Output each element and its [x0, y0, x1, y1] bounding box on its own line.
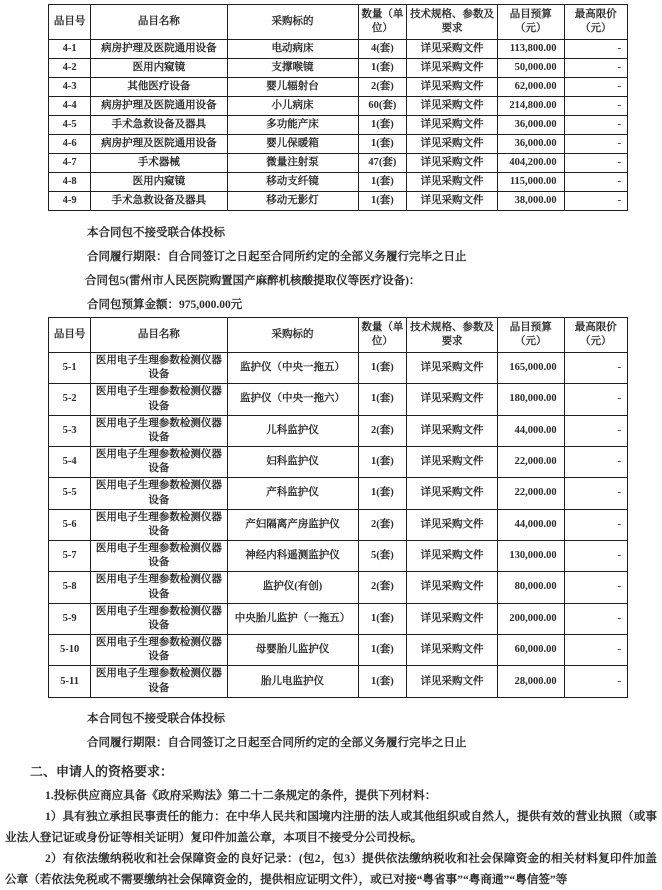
procurement-document-page — [0, 4, 662, 886]
table-cell: 5-11 — [49, 666, 91, 697]
table-cell: 36,000.00 — [498, 116, 565, 135]
table-row — [49, 603, 628, 634]
table-cell: 1(套) — [358, 192, 407, 211]
table-cell: - — [564, 541, 627, 572]
column-header: 最高限价（元） — [564, 318, 627, 353]
column-header: 品目预算（元） — [498, 318, 565, 353]
table-cell: 5(套) — [358, 541, 407, 572]
table-row — [49, 541, 628, 572]
column-header: 采购标的 — [227, 5, 358, 40]
table-cell: - — [564, 135, 627, 154]
table-cell: - — [564, 59, 627, 78]
table-cell: 113,800.00 — [498, 40, 565, 59]
table-cell: 移动支纤镜 — [227, 173, 358, 192]
table-cell: 详见采购文件 — [407, 666, 498, 697]
column-header: 技术规格、参数及要求 — [407, 5, 498, 40]
package5-title: 合同包5(雷州市人民医院购置国产麻醉机核酸提取仪等医疗设备)： — [85, 275, 421, 287]
table-cell: 医用电子生理参数检测仪器设备 — [91, 603, 227, 634]
table-cell: - — [564, 415, 627, 446]
table-cell: 5-4 — [49, 447, 91, 478]
table-row — [49, 154, 628, 173]
table-cell: 医用电子生理参数检测仪器设备 — [91, 478, 227, 509]
table-cell: 小儿病床 — [227, 97, 358, 116]
table-cell: 4-6 — [49, 135, 91, 154]
table-cell: 4-7 — [49, 154, 91, 173]
table-cell: - — [564, 192, 627, 211]
column-header: 品目预算（元） — [498, 5, 565, 40]
table-cell: 62,000.00 — [498, 78, 565, 97]
table-cell: 详见采购文件 — [407, 478, 498, 509]
table-cell: 38,000.00 — [498, 192, 565, 211]
table-cell: 1(套) — [358, 59, 407, 78]
table-cell: 医用电子生理参数检测仪器设备 — [91, 509, 227, 540]
table-cell: 2(套) — [358, 509, 407, 540]
table-cell: 1(套) — [358, 666, 407, 697]
table-cell: 4-8 — [49, 173, 91, 192]
table-cell: 214,800.00 — [498, 97, 565, 116]
table-cell: 115,000.00 — [498, 173, 565, 192]
table-cell: 2(套) — [358, 415, 407, 446]
table-row — [49, 415, 628, 446]
table-row — [49, 59, 628, 78]
table-cell: 手术器械 — [91, 154, 227, 173]
table-cell: 详见采购文件 — [407, 192, 498, 211]
table-cell: 神经内科遥测监护仪 — [227, 541, 358, 572]
table-cell: 详见采购文件 — [407, 447, 498, 478]
table-cell: 5-5 — [49, 478, 91, 509]
table-cell: 监护仪（中央一拖六） — [227, 384, 358, 415]
table-cell: 200,000.00 — [498, 603, 565, 634]
column-header: 品目名称 — [91, 5, 227, 40]
column-header: 品目名称 — [91, 318, 227, 353]
package5-notes — [87, 707, 662, 755]
table-row — [49, 135, 628, 154]
table-row — [49, 353, 628, 384]
table-cell: 手术急救设备及器具 — [91, 192, 227, 211]
column-header: 采购标的 — [227, 318, 358, 353]
note-line: 本合同包不接受联合体投标 — [87, 227, 225, 239]
table-row — [49, 116, 628, 135]
table-cell: 4-9 — [49, 192, 91, 211]
table-cell: 5-1 — [49, 353, 91, 384]
table-cell: - — [564, 97, 627, 116]
table-cell: 支撑喉镜 — [227, 59, 358, 78]
table-header-row — [49, 318, 628, 353]
table-cell: - — [564, 40, 627, 59]
table-cell: 4(套) — [358, 40, 407, 59]
table-cell: 4-3 — [49, 78, 91, 97]
table-cell: 医用电子生理参数检测仪器设备 — [91, 384, 227, 415]
table-cell: 47(套) — [358, 154, 407, 173]
table-cell: 详见采购文件 — [407, 384, 498, 415]
column-header: 数量（单位） — [358, 318, 407, 353]
table-cell: 1(套) — [358, 635, 407, 666]
table-cell: 医用电子生理参数检测仪器设备 — [91, 353, 227, 384]
table-cell: - — [564, 572, 627, 603]
table-cell: 165,000.00 — [498, 353, 565, 384]
table-cell: 1(套) — [358, 478, 407, 509]
column-header: 数量（单位） — [358, 5, 407, 40]
table-cell: 胎儿电监护仪 — [227, 666, 358, 697]
table-cell: 婴儿保暖箱 — [227, 135, 358, 154]
package4-notes — [87, 221, 662, 269]
table-cell: - — [564, 116, 627, 135]
table-cell: 44,000.00 — [498, 509, 565, 540]
table-row — [49, 192, 628, 211]
table-cell: 60(套) — [358, 97, 407, 116]
table-cell: 婴儿辐射台 — [227, 78, 358, 97]
table-cell: 22,000.00 — [498, 447, 565, 478]
table-cell: 1(套) — [358, 353, 407, 384]
table-cell: - — [564, 353, 627, 384]
table-cell: 4-4 — [49, 97, 91, 116]
table-cell: 1(套) — [358, 384, 407, 415]
table-row — [49, 572, 628, 603]
table-cell: 50,000.00 — [498, 59, 565, 78]
table-cell: 5-7 — [49, 541, 91, 572]
table-cell: 详见采购文件 — [407, 40, 498, 59]
table-cell: 微量注射泵 — [227, 154, 358, 173]
note-line: 合同履行期限：自合同签订之日起至合同所约定的全部义务履行完毕之日止 — [87, 736, 467, 749]
qualification-paragraph: 2）有依法缴纳税收和社会保障资金的良好记录：(包2，包3）提供依法缴纳税收和社会保障资金的相关材料复印件加盖公章（若依法免税或不需要缴纳社会保障资金的，提供相应证明文件），或已对接“粤省事”“粤商通”“粤信签”等 — [5, 851, 657, 886]
table-cell: 1(套) — [358, 116, 407, 135]
table-cell: 详见采购文件 — [407, 78, 498, 97]
table-cell: 母婴胎儿监护仪 — [227, 635, 358, 666]
table-cell: 医用内窥镜 — [91, 59, 227, 78]
table-cell: 5-2 — [49, 384, 91, 415]
table-cell: 22,000.00 — [498, 478, 565, 509]
note-line: 合同履行期限：自合同签订之日起至合同所约定的全部义务履行完毕之日止 — [87, 251, 467, 263]
table-cell: 404,200.00 — [498, 154, 565, 173]
table-cell: 44,000.00 — [498, 415, 565, 446]
table-cell: 5-8 — [49, 572, 91, 603]
table-row — [49, 509, 628, 540]
table-cell: - — [564, 447, 627, 478]
table-cell: 详见采购文件 — [407, 635, 498, 666]
table-cell: 1(套) — [358, 447, 407, 478]
table-cell: 5-3 — [49, 415, 91, 446]
table-cell: 多功能产床 — [227, 116, 358, 135]
table-cell: - — [564, 154, 627, 173]
table-cell: 详见采购文件 — [407, 572, 498, 603]
table-cell: 产科监护仪 — [227, 478, 358, 509]
note-line: 本合同包不接受联合体投标 — [87, 712, 225, 725]
table-cell: 监护仪(有创) — [227, 572, 358, 603]
table-cell: 180,000.00 — [498, 384, 565, 415]
column-header: 技术规格、参数及要求 — [407, 318, 498, 353]
table-cell: 中央胎儿监护（一拖五） — [227, 603, 358, 634]
table-cell: 医用内窥镜 — [91, 173, 227, 192]
package4-table-body — [49, 40, 628, 211]
table-cell: - — [564, 384, 627, 415]
table-cell: 产妇隔离产房监护仪 — [227, 509, 358, 540]
table-cell: 详见采购文件 — [407, 116, 498, 135]
table-cell: 60,000.00 — [498, 635, 565, 666]
package5-table-body — [49, 353, 628, 698]
package5-budget-amount: 合同包预算金额：975,000.00元 — [87, 299, 243, 311]
table-cell: 监护仪（中央一拖五） — [227, 353, 358, 384]
table-cell: 1(套) — [358, 173, 407, 192]
table-cell: 详见采购文件 — [407, 59, 498, 78]
table-cell: 电动病床 — [227, 40, 358, 59]
table-cell: 医用电子生理参数检测仪器设备 — [91, 635, 227, 666]
table-cell: 医用电子生理参数检测仪器设备 — [91, 447, 227, 478]
table-cell: 详见采购文件 — [407, 603, 498, 634]
qualification-paragraph: 1.投标供应商应具备《政府采购法》第二十二条规定的条件，提供下列材料： — [45, 788, 437, 802]
column-header: 品目号 — [49, 318, 91, 353]
table-row — [49, 173, 628, 192]
table-cell: 5-9 — [49, 603, 91, 634]
table-cell: 36,000.00 — [498, 135, 565, 154]
table-cell: 详见采购文件 — [407, 135, 498, 154]
table-cell: 4-2 — [49, 59, 91, 78]
table-cell: - — [564, 666, 627, 697]
table-cell: 1(套) — [358, 135, 407, 154]
table-cell: 详见采购文件 — [407, 509, 498, 540]
qualifications-section-heading: 二、申请人的资格要求： — [30, 763, 174, 779]
table-row — [49, 384, 628, 415]
table-cell: 儿科监护仪 — [227, 415, 358, 446]
table-cell: 妇科监护仪 — [227, 447, 358, 478]
table-cell: 手术急救设备及器具 — [91, 116, 227, 135]
table-cell: 130,000.00 — [498, 541, 565, 572]
table-cell: 80,000.00 — [498, 572, 565, 603]
table-row — [49, 97, 628, 116]
table-cell: 5-6 — [49, 509, 91, 540]
package5-items-table — [48, 317, 628, 698]
table-row — [49, 447, 628, 478]
package4-table-head — [49, 5, 628, 40]
table-cell: 详见采购文件 — [407, 353, 498, 384]
qualification-paragraph: 1）具有独立承担民事责任的能力：在中华人民共和国境内注册的法人或其他组织或自然人，提供有效的营业执照（或事业法人登记证或身份证等相关证明）复印件加盖公章，本项目不接受分公司投标。 — [5, 809, 657, 844]
table-row — [49, 666, 628, 697]
table-cell: 4-5 — [49, 116, 91, 135]
table-header-row — [49, 5, 628, 40]
table-cell: 其他医疗设备 — [91, 78, 227, 97]
table-cell: 详见采购文件 — [407, 97, 498, 116]
package4-items-table — [48, 4, 628, 211]
table-cell: 医用电子生理参数检测仪器设备 — [91, 666, 227, 697]
table-cell: 详见采购文件 — [407, 415, 498, 446]
table-cell: 4-1 — [49, 40, 91, 59]
table-cell: 医用电子生理参数检测仪器设备 — [91, 415, 227, 446]
table-row — [49, 478, 628, 509]
table-cell: - — [564, 603, 627, 634]
table-cell: 详见采购文件 — [407, 154, 498, 173]
table-cell: - — [564, 635, 627, 666]
table-cell: 1(套) — [358, 603, 407, 634]
column-header: 最高限价（元） — [564, 5, 627, 40]
table-cell: 病房护理及医院通用设备 — [91, 135, 227, 154]
table-cell: - — [564, 478, 627, 509]
qualifications-paragraphs — [5, 785, 657, 890]
table-cell: 28,000.00 — [498, 666, 565, 697]
table-cell: 医用电子生理参数检测仪器设备 — [91, 572, 227, 603]
table-cell: 病房护理及医院通用设备 — [91, 97, 227, 116]
table-row — [49, 78, 628, 97]
table-row — [49, 635, 628, 666]
table-cell: 移动无影灯 — [227, 192, 358, 211]
table-cell: 5-10 — [49, 635, 91, 666]
table-cell: 病房护理及医院通用设备 — [91, 40, 227, 59]
table-cell: 2(套) — [358, 78, 407, 97]
table-cell: - — [564, 78, 627, 97]
table-row — [49, 40, 628, 59]
table-cell: 详见采购文件 — [407, 541, 498, 572]
table-cell: 详见采购文件 — [407, 173, 498, 192]
table-cell: - — [564, 173, 627, 192]
table-cell: 2(套) — [358, 572, 407, 603]
column-header: 品目号 — [49, 5, 91, 40]
package5-table-head — [49, 318, 628, 353]
table-cell: 医用电子生理参数检测仪器设备 — [91, 541, 227, 572]
table-cell: - — [564, 509, 627, 540]
